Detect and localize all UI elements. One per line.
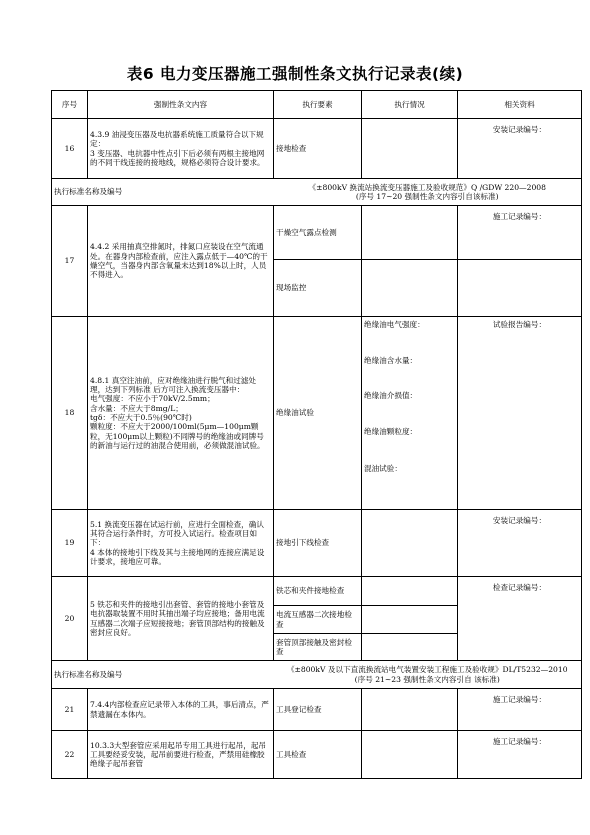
clause-content: 5.1 换流变压器在试运行前，应进行全面检查，确认其符合运行条件时，方可投入试运行。检查项目如下： 4 本体的接地引下线及其与主接地网的连接应满足设计要求，接地应可靠。 (88, 510, 274, 577)
execution-element: 铁芯和夹件接地检查 (274, 577, 362, 606)
clause-content: 4.4.2 采用抽真空排氮时，排氮口应装设在空气流通处。在器身内部检查前，应注入露点低于—40℃的干燥空气，当器身内部含氧量未达到18%以上时，人员不得进入。 (88, 206, 274, 317)
execution-status (362, 317, 458, 510)
table-row (52, 577, 582, 606)
standard-row (52, 661, 582, 689)
execution-status[interactable] (362, 510, 458, 577)
row-number: 17 (52, 206, 88, 317)
table-row (52, 731, 582, 779)
row-number: 22 (52, 731, 88, 779)
page-title: 表6 电力变压器施工强制性条文执行记录表(续) (126, 65, 464, 83)
clause-content: 4.8.1 真空注油前，应对绝缘油进行脱气和过滤处理，达到下列标准 后方可注入换流变压器中： 电气强度：不应小于70kV/2.5mm； 含水量：不应大于8mg/L； tgδ：不应大于0.5％(90℃时) 颗粒度：不应大于2000/100ml(5μm—100μm颗粒，无100μm以上颗粒)不同牌号的绝缘油或同牌号的新油与运行过的油混合使用前，必须做混油试验。 (88, 317, 274, 510)
related-resource: 试验报告编号： (458, 317, 582, 510)
execution-status[interactable] (362, 260, 458, 317)
related-resource: 施工记录编号： (458, 206, 582, 260)
standard-name: 《±800kV 换流站换流变压器施工及验收规范》Q /GDW 220—2008 (序号 17~20 强制性条文内容引自该标准) (274, 179, 582, 206)
related-resource: 安装记录编号： (458, 510, 582, 577)
execution-element: 套管顶部接触及密封检查 (274, 634, 362, 661)
row-number: 19 (52, 510, 88, 577)
execution-element: 接地引下线检查 (274, 510, 362, 577)
clause-content: 4.3.9 油浸变压器及电抗器系统施工质量符合以下规定： 3 变压器、电抗器中性点引下后必须有两根主接地网的不同干线连接的接地线，规格必须符合设计要求。 (88, 119, 274, 179)
related-resource: 检查记录编号： (458, 577, 582, 661)
clause-content: 10.3.3大型套管应采用起吊专用工具进行起吊，起吊工具要经妥安装，起吊前要进行检查，严禁用硅橡胶绝缘子起吊套管 (88, 731, 274, 779)
row-number: 18 (52, 317, 88, 510)
execution-status[interactable] (362, 206, 458, 260)
execution-status[interactable] (362, 634, 458, 661)
row-number: 21 (52, 689, 88, 731)
header-element: 执行要素 (274, 91, 362, 119)
execution-element: 接地检查 (274, 119, 362, 179)
status-line: 绝缘油含水量： (364, 356, 418, 365)
execution-status[interactable] (362, 119, 458, 179)
table-row (52, 510, 582, 577)
table-row (52, 119, 582, 179)
table-row (52, 689, 582, 731)
execution-element: 绝缘油试验 (274, 317, 362, 510)
related-resource: 安装记录编号： (458, 119, 582, 179)
table-row (52, 206, 582, 260)
status-line: 混油试验： (364, 464, 402, 473)
execution-element: 电流互感器二次接地检查 (274, 606, 362, 634)
row-number: 16 (52, 119, 88, 179)
related-resource: 施工记录编号： (458, 689, 582, 731)
related-resource[interactable] (458, 260, 582, 317)
standard-name: 《±800kV 及以下直流换流站电气装置安装工程施工及验收规》DL/T5232—2010 (序号 21~23 强制性条文内容引自 该标准) (274, 661, 582, 689)
standard-label: 执行标准名称及编号 (52, 179, 274, 206)
execution-element: 工具登记检查 (274, 689, 362, 731)
status-line: 绝缘油颗粒度： (364, 427, 418, 436)
related-resource: 施工记录编号： (458, 731, 582, 779)
compliance-record-table (51, 90, 582, 779)
status-line: 绝缘油介损值： (364, 391, 418, 400)
header-no: 序号 (52, 91, 88, 119)
table-header-row (52, 91, 582, 119)
status-line: 绝缘油电气强度： (364, 320, 425, 329)
header-resource: 相关资料 (458, 91, 582, 119)
execution-status[interactable] (362, 577, 458, 606)
standard-label: 执行标准名称及编号 (52, 661, 274, 689)
execution-status[interactable] (362, 689, 458, 731)
execution-element: 工具检查 (274, 731, 362, 779)
execution-status[interactable] (362, 606, 458, 634)
clause-content: 5 铁芯和夹件的接地引出套管、套管的接地小套管及电抗器取装置不用时其抽出端子均应接地；备用电流互感器二次端子应短接接地；套管顶部结构的接触及密封应良好。 (88, 577, 274, 661)
header-content: 强制性条文内容 (88, 91, 274, 119)
clause-content: 7.4.4内部检查应记录带入本体的工具，事后清点，严禁遗漏在本体内。 (88, 689, 274, 731)
table-row (52, 317, 582, 510)
execution-element: 干燥空气露点检测 (274, 206, 362, 260)
execution-status[interactable] (362, 731, 458, 779)
header-status: 执行情况 (362, 91, 458, 119)
row-number: 20 (52, 577, 88, 661)
execution-element: 现场监控 (274, 260, 362, 317)
standard-row (52, 179, 582, 206)
